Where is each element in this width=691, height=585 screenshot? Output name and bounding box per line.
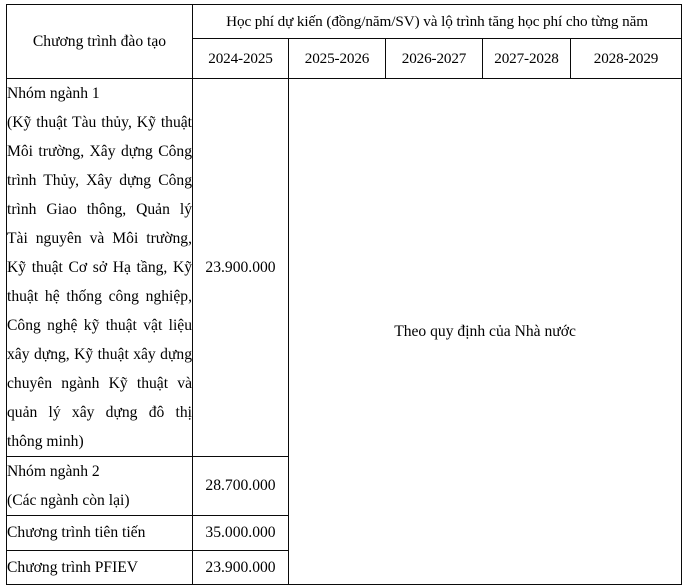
table-body xyxy=(7,79,682,585)
program-cell-group-1 xyxy=(7,79,193,457)
program-title-group-2: Nhóm ngành 2 xyxy=(7,463,100,480)
program-detail-group-2: (Các ngành còn lại) xyxy=(7,492,130,509)
header-program-column: Chương trình đào tạo xyxy=(7,5,193,79)
program-cell-group-2 xyxy=(7,457,193,516)
program-detail-group-1: (Kỹ thuật Tàu thủy, Kỹ thuật Môi trường, Xây dựng Công trình Thủy, Xây dựng Công trình Giao thông, Quản lý Tài nguyên và Môi trường, Kỹ thuật Cơ sở Hạ tầng, Kỹ thuật hệ thống công nghiệp, Công nghệ kỹ thuật vật liệu xây dựng, Kỹ thuật xây dựng chuyên ngành Kỹ thuật và quản lý xây dựng đô thị thông minh) xyxy=(7,114,192,450)
program-cell-pfiev: Chương trình PFIEV xyxy=(7,551,193,585)
header-year-2026-2027: 2026-2027 xyxy=(386,39,483,79)
amount-2024-2025-pfiev: 23.900.000 xyxy=(193,551,289,585)
amount-2024-2025-group-2: 28.700.000 xyxy=(193,457,289,516)
header-year-2024-2025: 2024-2025 xyxy=(193,39,289,79)
merged-state-regulation-note: Theo quy định của Nhà nước xyxy=(289,79,682,585)
tuition-fee-table xyxy=(6,4,682,585)
header-fee-span-title: Học phí dự kiến (đồng/năm/SV) và lộ trình tăng học phí cho từng năm xyxy=(193,5,682,39)
program-cell-advanced-program: Chương trình tiên tiến xyxy=(7,516,193,551)
header-row-top xyxy=(7,5,682,39)
header-year-2027-2028: 2027-2028 xyxy=(483,39,571,79)
table-row xyxy=(7,79,682,457)
table-header xyxy=(7,5,682,79)
amount-2024-2025-advanced-program: 35.000.000 xyxy=(193,516,289,551)
header-year-2025-2026: 2025-2026 xyxy=(289,39,386,79)
program-title-group-1: Nhóm ngành 1 xyxy=(7,85,100,102)
amount-2024-2025-group-1: 23.900.000 xyxy=(193,79,289,457)
header-year-2028-2029: 2028-2029 xyxy=(571,39,682,79)
